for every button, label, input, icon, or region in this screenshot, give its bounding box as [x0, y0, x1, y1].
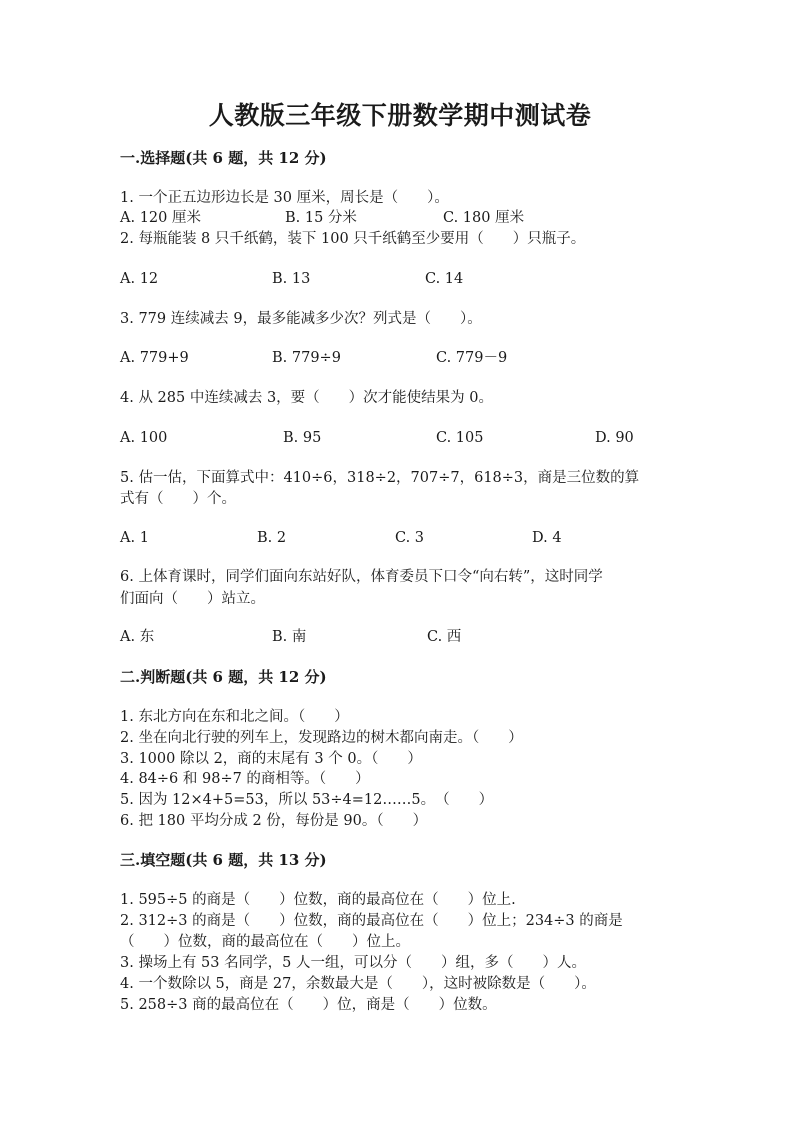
- question-text: 5. 估一估，下面算式中：410÷6，318÷2，707÷7，618÷3，商是三位数的算: [120, 470, 640, 486]
- fill-item-5: 5. 258÷3 商的最高位在（ ）位，商是（ ）位数。: [120, 997, 497, 1013]
- option-c: C. 14: [425, 271, 464, 287]
- option-a: A. 100: [120, 430, 168, 446]
- question-text: 6. 上体育课时，同学们面向东站好队，体育委员下口令“向右转”，这时同学: [120, 569, 603, 585]
- option-c: C. 180 厘米: [443, 210, 525, 226]
- option-d: D. 90: [595, 430, 634, 446]
- option-a: A. 12: [120, 271, 159, 287]
- option-c: C. 779－9: [436, 350, 508, 366]
- option-a: A. 120 厘米: [120, 210, 201, 226]
- option-c: C. 西: [427, 629, 462, 645]
- section-header-judgment: 二.判断题(共 6 题，共 12 分): [120, 668, 327, 686]
- option-c: C. 3: [395, 530, 425, 546]
- option-d: D. 4: [532, 530, 562, 546]
- judgment-item-1: 1. 东北方向在东和北之间。（ ）: [120, 709, 349, 725]
- section-header-choice: 一.选择题(共 6 题，共 12 分): [120, 149, 327, 167]
- option-c: C. 105: [436, 430, 484, 446]
- option-b: B. 2: [257, 530, 287, 546]
- question-text: 2. 每瓶能装 8 只千纸鹤，装下 100 只千纸鹤至少要用（ ）只瓶子。: [120, 231, 586, 247]
- option-b: B. 15 分米: [285, 210, 357, 226]
- fill-item-2: 2. 312÷3 的商是（ ）位数，商的最高位在（ ）位上；234÷3 的商是: [120, 913, 623, 929]
- option-a: A. 东: [120, 629, 155, 645]
- option-a: A. 1: [120, 530, 149, 546]
- fill-item-2-continued: （ ）位数，商的最高位在（ ）位上。: [120, 934, 410, 950]
- option-b: B. 13: [272, 271, 311, 287]
- judgment-item-5: 5. 因为 12×4+5=53，所以 53÷4=12……5。 （ ）: [120, 792, 494, 808]
- judgment-item-2: 2. 坐在向北行驶的列车上，发现路边的树木都向南走。（ ）: [120, 730, 523, 746]
- question-text: 3. 779 连续减去 9，最多能减多少次？列式是（ ）。: [120, 311, 482, 327]
- judgment-item-6: 6. 把 180 平均分成 2 份，每份是 90。（ ）: [120, 813, 428, 829]
- fill-item-1: 1. 595÷5 的商是（ ）位数，商的最高位在（ ）位上.: [120, 892, 516, 908]
- question-text-continued: 式有（ ）个。: [120, 491, 236, 507]
- fill-item-4: 4. 一个数除以 5，商是 27，余数最大是（ ），这时被除数是（ ）。: [120, 976, 596, 992]
- option-b: B. 南: [272, 629, 307, 645]
- judgment-item-3: 3. 1000 除以 2，商的末尾有 3 个 0。（ ）: [120, 751, 422, 767]
- option-a: A. 779+9: [120, 350, 189, 366]
- section-header-fill-blank: 三.填空题(共 6 题，共 13 分): [120, 851, 327, 869]
- option-b: B. 95: [283, 430, 322, 446]
- question-text-continued: 们面向（ ）站立。: [120, 591, 265, 607]
- question-text: 4. 从 285 中连续减去 3，要（ ）次才能使结果为 0。: [120, 390, 494, 406]
- page-title: 人教版三年级下册数学期中测试卷: [208, 101, 592, 130]
- question-text: 1. 一个正五边形边长是 30 厘米，周长是（ ）。: [120, 190, 449, 206]
- option-b: B. 779÷9: [272, 350, 341, 366]
- fill-item-3: 3. 操场上有 53 名同学，5 人一组，可以分（ ）组，多（ ）人。: [120, 955, 586, 971]
- judgment-item-4: 4. 84÷6 和 98÷7 的商相等。（ ）: [120, 771, 370, 787]
